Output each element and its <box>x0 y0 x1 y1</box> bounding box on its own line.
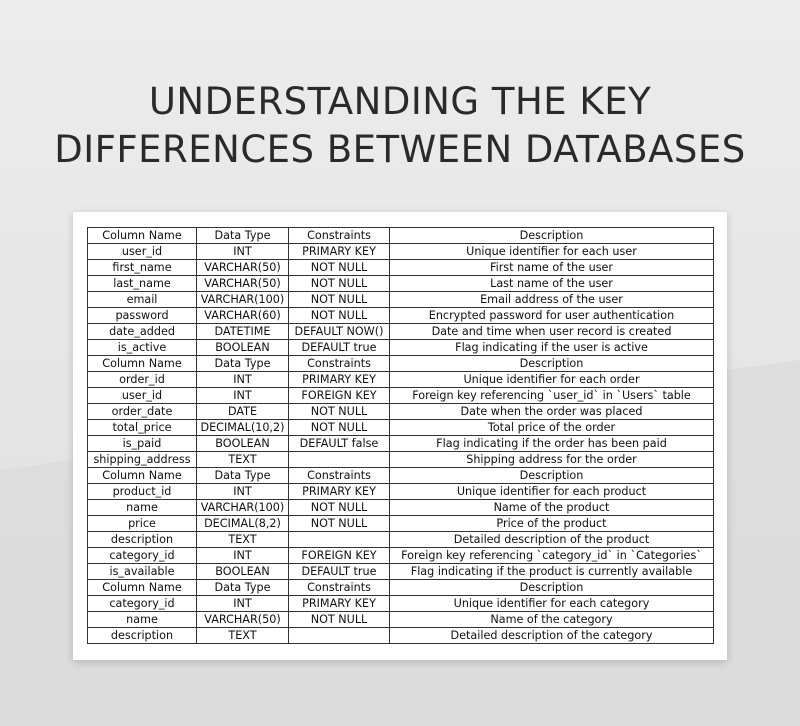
table-header-row <box>88 580 714 596</box>
table-row <box>88 420 714 436</box>
description-cell: First name of the user <box>390 260 714 276</box>
description-cell: Price of the product <box>390 516 714 532</box>
constraints-cell <box>289 452 390 468</box>
table-row <box>88 564 714 580</box>
data-type-cell: Data Type <box>197 356 289 372</box>
table-row <box>88 244 714 260</box>
table-row <box>88 436 714 452</box>
data-type-cell: VARCHAR(50) <box>197 276 289 292</box>
constraints-cell: FOREIGN KEY <box>289 548 390 564</box>
data-type-cell: INT <box>197 548 289 564</box>
constraints-cell: NOT NULL <box>289 308 390 324</box>
constraints-cell: DEFAULT false <box>289 436 390 452</box>
column-name-cell: Column Name <box>88 356 197 372</box>
description-cell: Total price of the order <box>390 420 714 436</box>
column-name-cell: is_paid <box>88 436 197 452</box>
column-name-cell: name <box>88 500 197 516</box>
column-name-cell: name <box>88 612 197 628</box>
data-type-cell: INT <box>197 484 289 500</box>
column-name-cell: user_id <box>88 388 197 404</box>
description-cell: Foreign key referencing `user_id` in `Users` table <box>390 388 714 404</box>
data-type-cell: TEXT <box>197 452 289 468</box>
data-type-cell: VARCHAR(100) <box>197 292 289 308</box>
constraints-cell: NOT NULL <box>289 500 390 516</box>
data-type-cell: Data Type <box>197 580 289 596</box>
constraints-cell: NOT NULL <box>289 404 390 420</box>
description-cell: Flag indicating if the user is active <box>390 340 714 356</box>
column-name-cell: is_available <box>88 564 197 580</box>
table-row <box>88 404 714 420</box>
column-name-cell: product_id <box>88 484 197 500</box>
column-name-cell: description <box>88 628 197 644</box>
description-cell: Flag indicating if the order has been paid <box>390 436 714 452</box>
table-row <box>88 340 714 356</box>
table-row <box>88 452 714 468</box>
constraints-cell: PRIMARY KEY <box>289 372 390 388</box>
data-type-cell: INT <box>197 388 289 404</box>
page-title-line-2: DIFFERENCES BETWEEN DATABASES <box>54 128 746 171</box>
data-type-cell: VARCHAR(50) <box>197 260 289 276</box>
description-cell: Shipping address for the order <box>390 452 714 468</box>
column-name-cell: password <box>88 308 197 324</box>
data-type-cell: BOOLEAN <box>197 340 289 356</box>
description-cell: Description <box>390 228 714 244</box>
description-cell: Unique identifier for each category <box>390 596 714 612</box>
constraints-cell: FOREIGN KEY <box>289 388 390 404</box>
description-cell: Detailed description of the category <box>390 628 714 644</box>
data-type-cell: VARCHAR(60) <box>197 308 289 324</box>
column-name-cell: order_date <box>88 404 197 420</box>
column-name-cell: last_name <box>88 276 197 292</box>
schema-table-body <box>88 228 714 644</box>
constraints-cell: NOT NULL <box>289 612 390 628</box>
column-name-cell: shipping_address <box>88 452 197 468</box>
description-cell: Unique identifier for each order <box>390 372 714 388</box>
constraints-cell: Constraints <box>289 468 390 484</box>
column-name-cell: total_price <box>88 420 197 436</box>
constraints-cell: Constraints <box>289 356 390 372</box>
data-type-cell: DATETIME <box>197 324 289 340</box>
description-cell: Name of the category <box>390 612 714 628</box>
data-type-cell: BOOLEAN <box>197 436 289 452</box>
table-row <box>88 596 714 612</box>
table-row <box>88 276 714 292</box>
column-name-cell: category_id <box>88 548 197 564</box>
data-type-cell: VARCHAR(50) <box>197 612 289 628</box>
description-cell: Unique identifier for each user <box>390 244 714 260</box>
description-cell: Name of the product <box>390 500 714 516</box>
column-name-cell: email <box>88 292 197 308</box>
column-name-cell: description <box>88 532 197 548</box>
column-name-cell: first_name <box>88 260 197 276</box>
constraints-cell <box>289 532 390 548</box>
data-type-cell: Data Type <box>197 468 289 484</box>
constraints-cell <box>289 628 390 644</box>
table-row <box>88 484 714 500</box>
constraints-cell: NOT NULL <box>289 292 390 308</box>
data-type-cell: DECIMAL(8,2) <box>197 516 289 532</box>
constraints-cell: PRIMARY KEY <box>289 244 390 260</box>
table-row <box>88 548 714 564</box>
data-type-cell: Data Type <box>197 228 289 244</box>
spreadsheet-sheet <box>73 212 727 660</box>
table-header-row <box>88 228 714 244</box>
table-row <box>88 532 714 548</box>
description-cell: Description <box>390 580 714 596</box>
table-row <box>88 292 714 308</box>
table-row <box>88 372 714 388</box>
description-cell: Date when the order was placed <box>390 404 714 420</box>
column-name-cell: category_id <box>88 596 197 612</box>
constraints-cell: NOT NULL <box>289 260 390 276</box>
data-type-cell: INT <box>197 244 289 260</box>
table-row <box>88 324 714 340</box>
table-row <box>88 308 714 324</box>
table-row <box>88 260 714 276</box>
description-cell: Encrypted password for user authentication <box>390 308 714 324</box>
constraints-cell: NOT NULL <box>289 276 390 292</box>
column-name-cell: user_id <box>88 244 197 260</box>
description-cell: Flag indicating if the product is currently available <box>390 564 714 580</box>
data-type-cell: VARCHAR(100) <box>197 500 289 516</box>
description-cell: Description <box>390 468 714 484</box>
table-row <box>88 628 714 644</box>
table-header-row <box>88 468 714 484</box>
column-name-cell: order_id <box>88 372 197 388</box>
constraints-cell: NOT NULL <box>289 516 390 532</box>
constraints-cell: DEFAULT true <box>289 340 390 356</box>
constraints-cell: DEFAULT true <box>289 564 390 580</box>
data-type-cell: DATE <box>197 404 289 420</box>
column-name-cell: price <box>88 516 197 532</box>
description-cell: Email address of the user <box>390 292 714 308</box>
constraints-cell: Constraints <box>289 580 390 596</box>
constraints-cell: DEFAULT NOW() <box>289 324 390 340</box>
page-title-line-1: UNDERSTANDING THE KEY <box>148 80 652 123</box>
column-name-cell: is_active <box>88 340 197 356</box>
constraints-cell: PRIMARY KEY <box>289 596 390 612</box>
description-cell: Description <box>390 356 714 372</box>
column-name-cell: date_added <box>88 324 197 340</box>
data-type-cell: BOOLEAN <box>197 564 289 580</box>
description-cell: Unique identifier for each product <box>390 484 714 500</box>
column-name-cell: Column Name <box>88 468 197 484</box>
description-cell: Detailed description of the product <box>390 532 714 548</box>
data-type-cell: INT <box>197 372 289 388</box>
data-type-cell: TEXT <box>197 628 289 644</box>
constraints-cell: NOT NULL <box>289 420 390 436</box>
table-row <box>88 516 714 532</box>
column-name-cell: Column Name <box>88 580 197 596</box>
table-header-row <box>88 356 714 372</box>
description-cell: Foreign key referencing `category_id` in `Categories` <box>390 548 714 564</box>
page-title <box>0 78 800 174</box>
description-cell: Last name of the user <box>390 276 714 292</box>
data-type-cell: DECIMAL(10,2) <box>197 420 289 436</box>
data-type-cell: INT <box>197 596 289 612</box>
column-name-cell: Column Name <box>88 228 197 244</box>
constraints-cell: Constraints <box>289 228 390 244</box>
table-row <box>88 500 714 516</box>
data-type-cell: TEXT <box>197 532 289 548</box>
constraints-cell: PRIMARY KEY <box>289 484 390 500</box>
table-row <box>88 388 714 404</box>
table-row <box>88 612 714 628</box>
schema-table <box>87 227 714 644</box>
description-cell: Date and time when user record is created <box>390 324 714 340</box>
